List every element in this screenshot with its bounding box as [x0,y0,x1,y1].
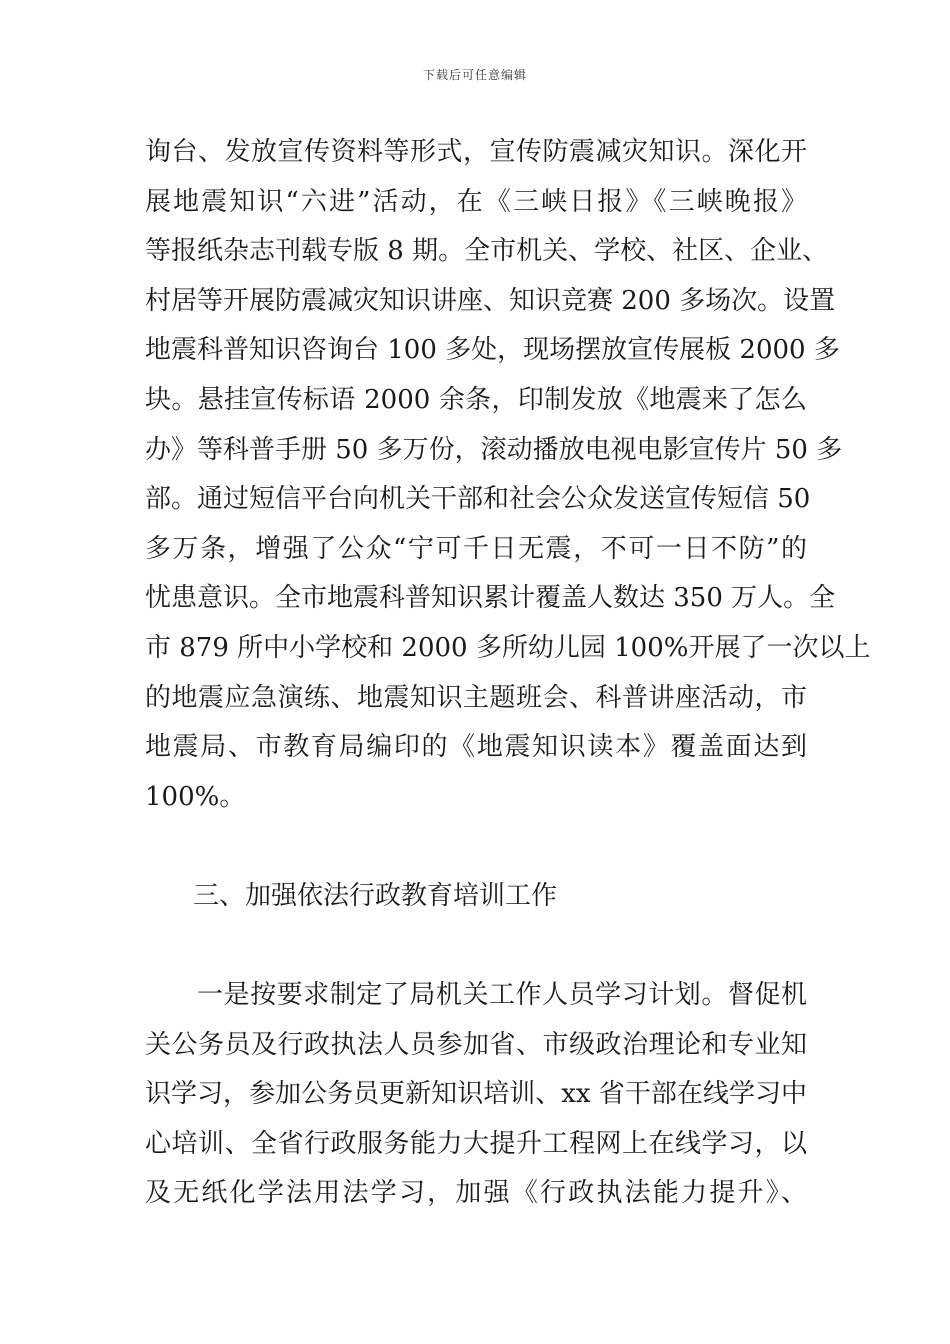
text-line: 一是按要求制定了局机关工作人员学习计划。督促机 [197,980,807,1010]
body-paragraph-2 [145,971,807,1219]
text-line: 部。通过短信平台向机关干部和社会公众发送宣传短信 50 [145,484,811,515]
text-line: 市 879 所中小学校和 2000 多所幼儿园 100%开展了一次以上 [145,632,871,663]
text-line: 办》等科普手册 50 多万份，滚动播放电视电影宣传片 50 多 [145,434,843,465]
text-line: 心培训、全省行政服务能力大提升工程网上在线学习，以 [145,1128,807,1159]
text-line: 展地震知识“六进”活动，在《三峡日报》《三峡晚报》 [145,186,807,217]
text-line: 多万条，增强了公众“宁可千日无震，不可一日不防”的 [145,533,807,564]
text-line: 识学习，参加公务员更新知识培训、xx 省干部在线学习中 [145,1079,807,1110]
text-line: 地震局、市教育局编印的《地震知识读本》覆盖面达到 [145,732,807,763]
text-line: 询台、发放宣传资料等形式，宣传防震减灾知识。深化开 [145,137,807,167]
section-heading: 三、加强依法行政教育培训工作 [193,881,558,911]
text-line: 的地震应急演练、地震知识主题班会、科普讲座活动，市 [145,682,807,713]
text-line: 100%。 [145,781,246,812]
text-line: 块。悬挂宣传标语 2000 余条，印制发放《地震来了怎么 [145,384,807,415]
page-header-note: 下载后可任意编辑 [422,68,527,82]
text-line: 村居等开展防震减灾知识讲座、知识竞赛 200 多场次。设置 [145,285,836,316]
body-paragraph-1 [145,128,871,822]
text-line: 忧患意识。全市地震科普知识累计覆盖人数达 350 万人。全 [145,583,836,614]
text-line: 地震科普知识咨询台 100 多处，现场摆放宣传展板 2000 多 [145,335,840,366]
text-line: 及无纸化学法用法学习，加强《行政执法能力提升》、 [145,1178,807,1209]
text-line: 关公务员及行政执法人员参加省、市级政治理论和专业知 [145,1029,807,1060]
text-line: 等报纸杂志刊载专版 8 期。全市机关、学校、社区、企业、 [145,236,829,267]
